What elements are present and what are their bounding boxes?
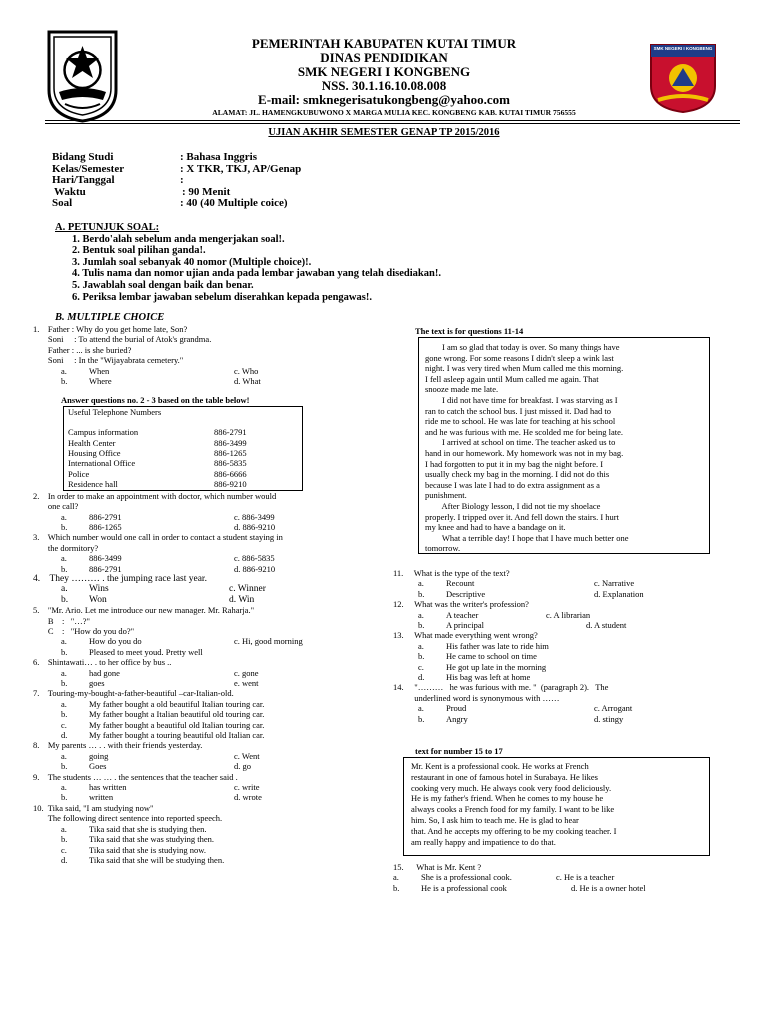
q6-text: 6. Shintawati… . to her office by bus .. xyxy=(33,657,172,668)
phone-table-row: Police 886-6666 xyxy=(68,468,247,479)
q2-text: one call? xyxy=(33,501,79,512)
passage-line: I am so glad that today is over. So many things have xyxy=(425,342,620,352)
option-row: a. going c. Went xyxy=(61,750,260,761)
q1-text: Soni : To attend the burial of Atok's grandma. xyxy=(33,334,212,345)
instructions xyxy=(55,222,441,303)
passage-line: I did not have time for breakfast. I was starving as I xyxy=(425,394,618,405)
option-row: b. 886-2791 d. 886-9210 xyxy=(61,563,276,574)
option-row: b. He is a professional cook d. He is a owner hotel xyxy=(393,882,646,893)
option-row: a. Proud c. Arrogant xyxy=(418,703,633,714)
passage-box xyxy=(418,337,710,554)
q9-text: 9. The students … … . the sentences that the teacher said . xyxy=(33,771,238,782)
phone-table-row: Campus information 886-2791 xyxy=(68,427,247,438)
q11-text: 11. What is the type of the text? xyxy=(393,568,510,578)
instruction-item: 4. Tulis nama dan nomor ujian anda pada lembar jawaban yang telah disediakan!. xyxy=(72,268,441,280)
instruction-item: 5. Jawablah soal dengan baik dan benar. xyxy=(72,279,254,291)
passage2-box xyxy=(403,757,710,856)
option-row: b. My father bought a Italian beautiful old touring car. xyxy=(61,709,265,720)
q3-text: the dormitory? xyxy=(33,542,99,553)
passage-caption: The text is for questions 11-14 xyxy=(415,326,524,336)
passage2-line: am really happy and impatience to do that. xyxy=(411,836,556,847)
passage-line: punishment. xyxy=(425,490,467,501)
q5-text: C : "How do you do?" xyxy=(33,625,135,636)
passage-line: After Biology lesson, I did not tie my shoelace xyxy=(425,500,601,511)
left-column xyxy=(33,324,383,865)
passage-line: What a terrible day! I hope that I have much better one xyxy=(425,532,629,543)
passage2-line: him. So, I ask him to teach me. He is glad to hear xyxy=(411,814,579,825)
phone-table-row: International Office 886-5835 xyxy=(68,458,247,469)
q5-text: 5. "Mr. Ario. Let me introduce our new manager. Mr. Raharja." xyxy=(33,605,255,616)
option-row: c. He got up late in the morning xyxy=(418,661,547,672)
option-row: a. A teacher c. A librarian xyxy=(418,609,591,620)
passage-line: night. I was very tired when Mum called me this morning. xyxy=(425,363,624,374)
instruction-item: 6. Periksa lembar jawaban sebelum diserahkan kepada pengawas!. xyxy=(72,291,372,303)
option-row: b. A principal d. A student xyxy=(418,620,627,631)
option-row: b. Goes d. go xyxy=(61,761,251,772)
q7-text: 7. Touring-my-bought-a-father-beautiful –car-Italian-old. xyxy=(33,688,234,699)
passage-line: snooze made me late. xyxy=(425,384,499,395)
phone-table-title: Useful Telephone Numbers xyxy=(68,406,162,417)
option-row: a. How do you do c. Hi, good morning xyxy=(61,636,303,647)
option-row: a. 886-3499 c. 886-5835 xyxy=(61,553,275,564)
passage-line: because I was late I had to do extra assignment as a xyxy=(425,479,600,490)
passage-line: properly. I tripped over it. And fell down the stairs. I hurt xyxy=(425,511,619,522)
option-row: a. Recount c. Narrative xyxy=(418,578,635,589)
option-row: b. Descriptive d. Explanation xyxy=(418,588,644,599)
passage-line: I had forgotten to put it in my bag the night before. I xyxy=(425,458,604,469)
option-row: b. Pleased to meet youd. Pretty well xyxy=(61,646,203,657)
option-row: b. Where d. What xyxy=(61,376,261,387)
option-row: b. goes e. went xyxy=(61,678,259,688)
option-row: d. My father bought a touring beautiful old Italian car. xyxy=(61,730,265,741)
option-row: b. Won d. Win xyxy=(61,594,255,605)
q4-text: 4. They ……… . the jumping race last year. xyxy=(33,573,207,584)
option-row: a. 886-2791 c. 886-3499 xyxy=(61,511,275,522)
exam-title: UJIAN AKHIR SEMESTER GENAP TP 2015/2016 xyxy=(268,127,500,138)
q15-block xyxy=(393,862,733,893)
option-row: a. Wins c. Winner xyxy=(61,584,266,595)
header-line-2: DINAS PENDIDIKAN xyxy=(320,50,448,65)
q1-text: 1. Father : Why do you get home late, Son? xyxy=(33,324,188,334)
passage-line: and he was furious with me. He scolded me for being late. xyxy=(425,426,624,437)
passage2-line: that. And he accepts my offering to be my cooking teacher. I xyxy=(411,825,617,836)
passage-line: I fell asleep again until Mum called me again. That xyxy=(425,373,599,384)
header-email: E-mail: smknegerisatukongbeng@yahoo.com xyxy=(258,92,510,107)
option-row: b. 886-1265 d. 886-9210 xyxy=(61,521,276,532)
header-line-3: SMK NEGERI I KONGBENG xyxy=(297,64,471,79)
option-row: c. Tika said that she is studying now. xyxy=(61,844,206,855)
passage2-caption: text for number 15 to 17 xyxy=(415,746,503,756)
passage-line: my knee and had to have a bandage on it. xyxy=(425,522,566,533)
info-row: Bidang Studi : Bahasa Inggris xyxy=(52,151,258,163)
passage2-line: always cooks a French food for my family. I want to be like xyxy=(411,804,615,815)
q10-text: The following direct sentence into reported speech. xyxy=(33,813,223,824)
instruction-item: 3. Jumlah soal sebanyak 40 nomor (Multiple choice)!. xyxy=(72,256,312,268)
q15-text: 15. What is Mr. Kent ? xyxy=(393,862,482,872)
option-row: b. written d. wrote xyxy=(61,792,262,803)
phone-table xyxy=(63,406,303,491)
instructions-heading: A. PETUNJUK SOAL: xyxy=(55,222,160,233)
q3-text: 3. Which number would one call in order to contact a student staying in xyxy=(33,532,283,543)
passage-line: gone wrong. For some reasons I didn't sleep a wink last xyxy=(425,352,614,363)
q13-text: 13. What made everything went wrong? xyxy=(393,630,538,641)
option-row: a. When c. Who xyxy=(61,365,259,376)
q10-text: 10. Tika said, "I am studying now" xyxy=(33,802,154,813)
q1-text: Soni : In the "Wijayabrata cemetery." xyxy=(33,355,184,366)
q2-text: 2. In order to make an appointment with doctor, which number would xyxy=(33,490,277,501)
info-row: Hari/Tanggal : xyxy=(52,174,184,186)
right-logo-text: SMK NEGERI I KONGBENG xyxy=(653,46,713,51)
phone-table-row: Housing Office 886-1265 xyxy=(68,448,247,459)
passage2-line: restaurant in one of famous hotel in Surabaya. He likes xyxy=(411,771,598,782)
passage-line: tomorrow. xyxy=(425,543,461,554)
instruction-item: 2. Bentuk soal pilihan ganda!. xyxy=(72,245,206,257)
q5-text: B : "…?" xyxy=(33,615,90,626)
exam-info xyxy=(52,152,301,210)
table-caption: Answer questions no. 2 - 3 based on the table below! xyxy=(61,395,250,406)
q14-text: 14. "……… he was furious with me. " (paragraph 2). The xyxy=(393,682,609,693)
option-row: a. has written c. write xyxy=(61,782,260,793)
info-row: Waktu : 90 Menit xyxy=(54,185,231,198)
header-rule-bottom xyxy=(45,123,740,124)
option-row: a. My father bought a old beautiful Italian touring car. xyxy=(61,698,265,709)
passage2-line: He is my father's friend. When he comes to my house he xyxy=(411,793,604,804)
passage-line: I arrived at school on time. The teacher asked us to xyxy=(425,437,616,448)
phone-table-row: Health Center 886-3499 xyxy=(68,437,247,448)
passage-line: hand in our homework. My homework was not in my bag. xyxy=(425,447,624,458)
q1-text: Father : ... is she buried? xyxy=(33,344,132,355)
option-row: d. His bag was left at home xyxy=(418,672,531,683)
q14-text: underlined word is synonymous with …… xyxy=(393,692,560,703)
right-column xyxy=(393,568,723,724)
header-rule-top xyxy=(45,120,740,121)
header-address: ALAMAT: JL. HAMENGKUBUWONO X MARGA MULIA KEC. KONGBENG KAB. KUTAI TIMUR 756555 xyxy=(212,108,576,117)
passage2-line: cooking very much. He always cook very food deliciously. xyxy=(411,782,612,793)
option-row: b. Tika said that she was studying then. xyxy=(61,834,215,845)
option-row: c. My father bought a beautiful old Italian touring car. xyxy=(61,719,265,730)
option-row: b. He came to school on time xyxy=(418,651,537,662)
mc-heading: B. MULTIPLE CHOICE xyxy=(55,312,165,323)
option-row: a. had gone c. gone xyxy=(61,667,259,678)
passage2-line: Mr. Kent is a professional cook. He works at French xyxy=(411,761,589,771)
phone-table-row: Residence hall 886-9210 xyxy=(68,479,247,490)
option-row: a. She is a professional cook. c. He is a teacher xyxy=(393,872,615,883)
q12-text: 12. What was the writer's profession? xyxy=(393,599,529,610)
header-line-4: NSS. 30.1.16.10.08.008 xyxy=(321,78,447,93)
info-row: Soal : 40 (40 Multiple coice) xyxy=(52,197,288,209)
q8-text: 8. My parents … . . with their friends yesterday. xyxy=(33,740,203,751)
header-line-1: PEMERINTAH KABUPATEN KUTAI TIMUR xyxy=(251,36,517,51)
instruction-item: 1. Berdo'alah sebelum anda mengerjakan soal!. xyxy=(72,233,285,245)
option-row: a. Tika said that she is studying then. xyxy=(61,823,207,834)
passage-line: ride me to school. He was late for teaching at his school xyxy=(425,416,616,427)
passage-line: usually check my bag in the morning. I did not do this xyxy=(425,469,610,480)
option-row: a. His father was late to ride him xyxy=(418,640,549,651)
passage-line: ran to catch the school bus. I just missed it. Dad had to xyxy=(425,405,612,416)
info-row: Kelas/Semester : X TKR, TKJ, AP/Genap xyxy=(52,162,302,175)
option-row: d. Tika said that she will be studying then. xyxy=(61,854,225,865)
option-row: b. Angry d. stingy xyxy=(418,713,624,724)
